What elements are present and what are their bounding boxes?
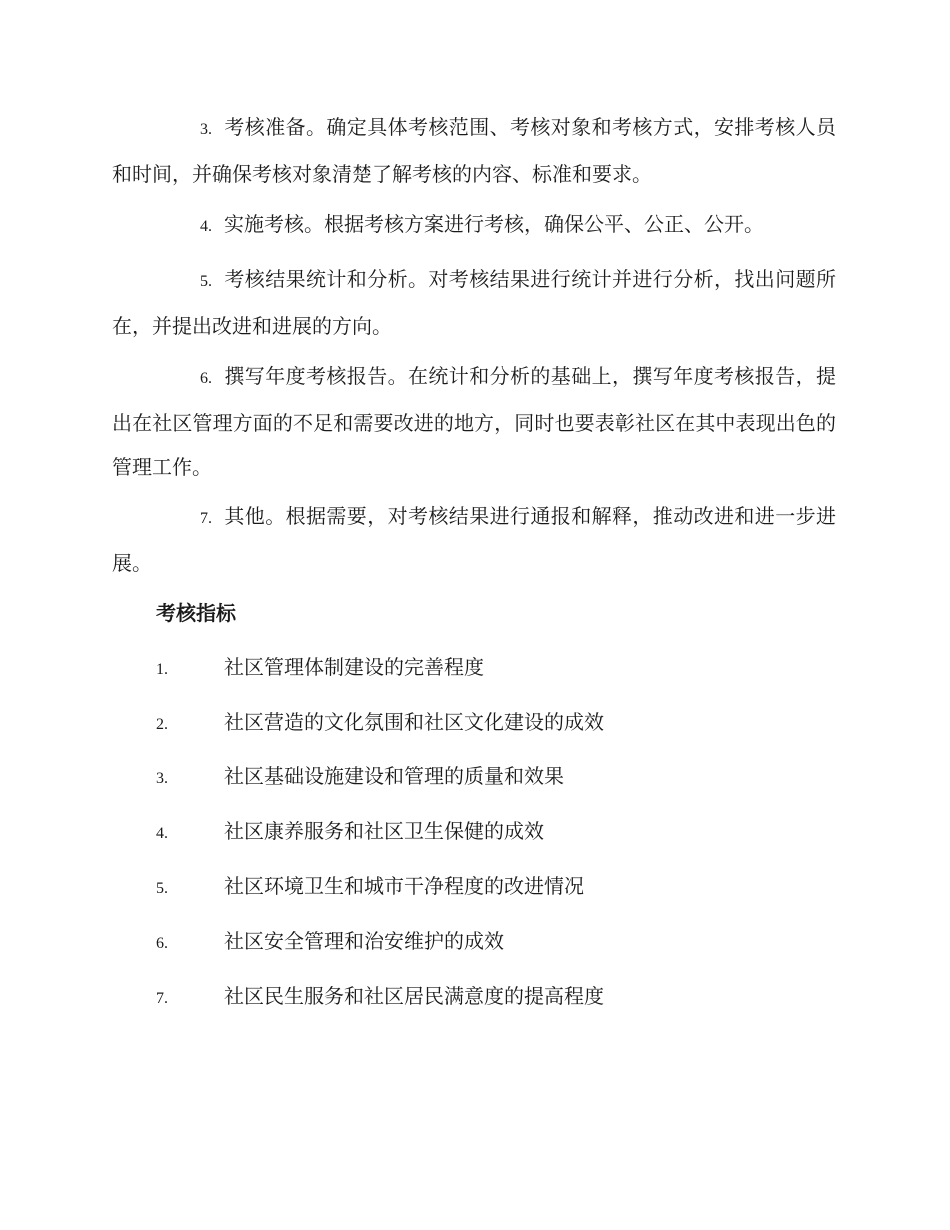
indicator-text: 社区管理体制建设的完善程度 — [224, 655, 484, 679]
step-text: 其他。根据需要，对考核结果进行通报和解释，推动改进和进一步进展。 — [112, 504, 836, 575]
step-item-5 — [112, 257, 836, 348]
indicator-number: 4. — [156, 825, 168, 842]
indicator-number: 3. — [156, 770, 168, 787]
indicator-item-2 — [156, 702, 604, 745]
indicator-text: 社区基础设施建设和管理的质量和效果 — [224, 764, 564, 788]
indicator-number: 7. — [156, 990, 168, 1007]
step-text: 撰写年度考核报告。在统计和分析的基础上，撰写年度考核报告，提出在社区管理方面的不足和需要改进的地方，同时也要表彰社区在其中表现出色的管理工作。 — [112, 364, 836, 479]
indicator-item-7 — [156, 976, 604, 1019]
indicator-text: 社区营造的文化氛围和社区文化建设的成效 — [224, 710, 604, 734]
step-text: 考核准备。确定具体考核范围、考核对象和考核方式，安排考核人员和时间，并确保考核对象清楚了解考核的内容、标准和要求。 — [112, 115, 836, 186]
indicator-number: 6. — [156, 935, 168, 952]
step-item-7 — [112, 494, 836, 585]
step-text: 考核结果统计和分析。对考核结果进行统计并进行分析，找出问题所在，并提出改进和进展的方向。 — [112, 267, 836, 338]
step-item-6 — [112, 354, 836, 489]
step-text: 实施考核。根据考核方案进行考核，确保公平、公正、公开。 — [224, 212, 764, 236]
indicator-item-5 — [156, 866, 584, 909]
indicator-number: 5. — [156, 880, 168, 897]
indicator-item-3 — [156, 756, 564, 799]
indicator-text: 社区康养服务和社区卫生保健的成效 — [224, 819, 544, 843]
step-number: 4. — [200, 218, 212, 235]
indicator-item-1 — [156, 647, 484, 690]
indicator-number: 2. — [156, 716, 168, 733]
step-number: 5. — [200, 273, 212, 290]
indicator-text: 社区民生服务和社区居民满意度的提高程度 — [224, 984, 604, 1008]
step-number: 7. — [200, 510, 212, 527]
step-item-3 — [112, 105, 836, 196]
indicator-text: 社区环境卫生和城市干净程度的改进情况 — [224, 874, 584, 898]
step-number: 6. — [200, 370, 212, 387]
step-item-4 — [112, 202, 836, 249]
indicator-item-6 — [156, 921, 504, 964]
indicator-text: 社区安全管理和治安维护的成效 — [224, 929, 504, 953]
indicator-item-4 — [156, 811, 544, 854]
step-number: 3. — [200, 121, 212, 138]
indicators-heading: 考核指标 — [156, 601, 236, 625]
indicator-number: 1. — [156, 661, 168, 678]
